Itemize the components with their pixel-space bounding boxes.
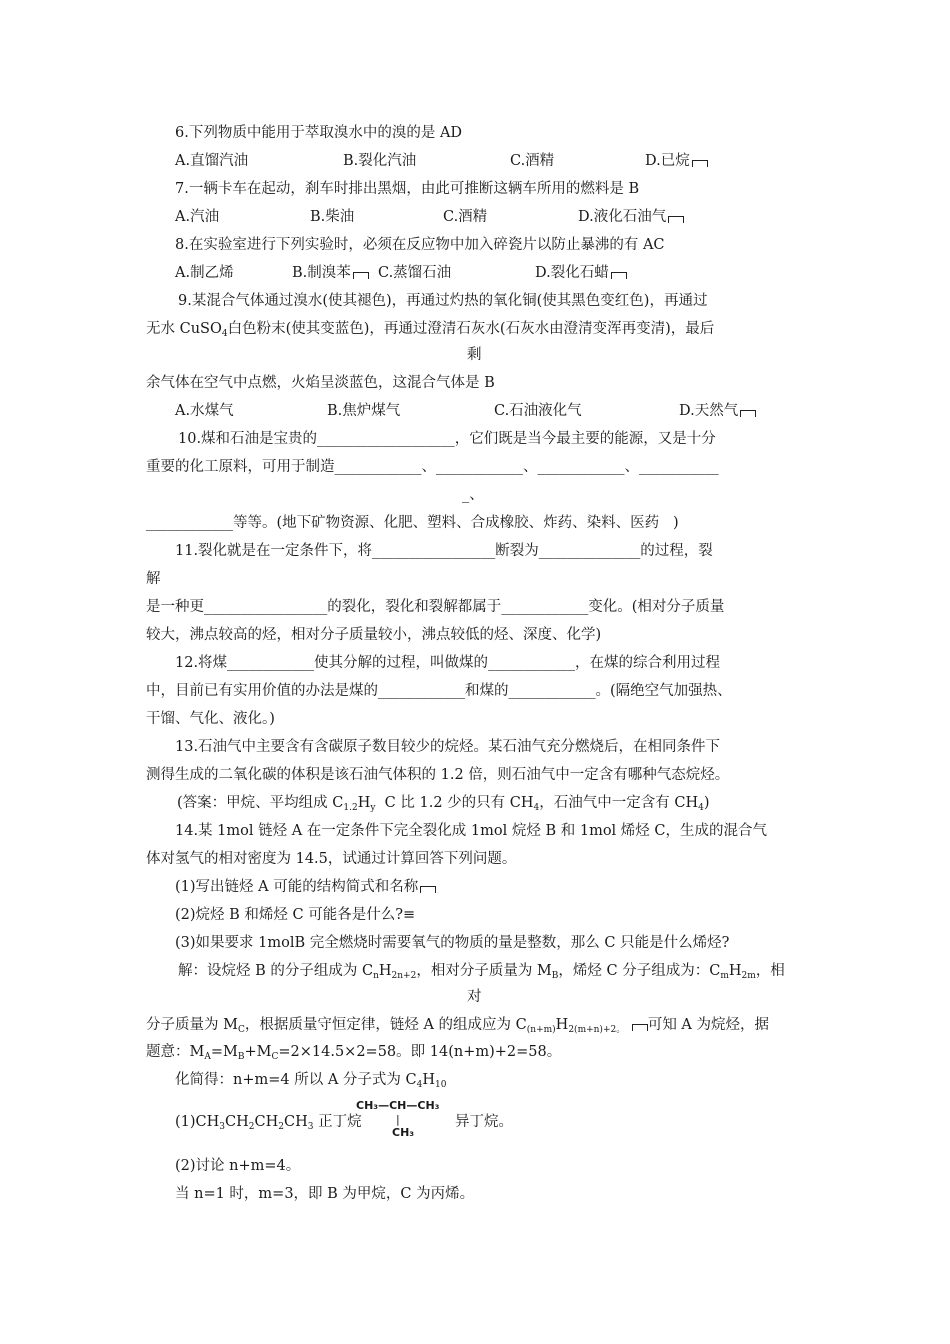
q8-option-b: B.制溴苯 [292,264,369,282]
q9-line-2: 无水 CuSO$_4$白色粉末(使其变蓝色)，再通过澄清石灰水(石灰水由澄清变浑再变清)，最后 [146,321,715,339]
isobutane-structure [356,1095,456,1143]
tick-mark-icon [740,410,756,417]
tick-mark-icon [420,886,436,893]
q12-line-2: 中，目前已有实用价值的办法是煤的____________和煤的____________。(隔绝空气加强热、 [146,683,732,699]
q7-stem: 7.一辆卡车在起动，刹车时排出黑烟，由此可推断这辆车所用的燃料是 B [175,181,640,197]
q7-option-b: B.柴油 [310,209,355,225]
q10-line-2: 重要的化工原料，可用于制造____________、____________、____________、___________ [146,459,719,475]
q9-option-b: B.焦炉煤气 [327,403,401,419]
q12-line-3: 干馏、气化、液化。) [146,711,275,727]
tick-mark-icon [632,1024,648,1031]
q6-option-a: A.直馏汽油 [175,153,249,169]
q14-line-1: 14.某 1mol 链烃 A 在一定条件下完全裂化成 1mol 烷烃 B 和 1mol 烯烃 C，生成的混合气 [175,823,768,839]
isobutane-main-chain: CH₃—CH—CH₃ [356,1099,440,1112]
q8-option-d: D.裂化石蜡 [535,264,627,282]
isobutane-branch: CH₃ [392,1126,415,1139]
q14-part-2: (2)烷烃 B 和烯烃 C 可能各是什么?≡ [175,907,416,923]
q6-stem: 6.下列物质中能用于萃取溴水中的溴的是 AD [175,125,463,141]
q7-option-c: C.酒精 [443,209,488,225]
q10-line-4: ____________等等。(地下矿物资源、化肥、塑料、合成橡胶、炸药、染料、医药 ) [146,515,679,531]
q8-option-a: A.制乙烯 [175,265,234,281]
q7-option-a: A.汽油 [175,209,220,225]
q9-line-1: 9.某混合气体通过溴水(使其褪色)，再通过灼热的氧化铜(使其黑色变红色)，再通过 [178,293,708,309]
tick-mark-icon [668,216,684,223]
q14-solution-line-8: 当 n=1 时，m=3，即 B 为甲烷，C 为丙烯。 [175,1186,475,1202]
tick-mark-icon [353,272,369,279]
q10-line-1: 10.煤和石油是宝贵的___________________，它们既是当今最主要的能源，又是十分 [178,431,716,447]
q8-stem: 8.在实验室进行下列实验时，必须在反应物中加入碎瓷片以防止暴沸的有 AC [175,237,665,253]
q13-answer: (答案：甲烷、平均组成 $C_{1.2}H_y$ C 比 1.2 少的只有 $CH_4$，石油气中一定含有 $CH_4$) [177,795,710,813]
q9-option-a: A.水煤气 [175,403,234,419]
q6-option-d: D.已烷 [645,152,708,170]
q14-solution-line-3: 分子质量为 $M_C$，根据质量守恒定律，链烃 A 的组成应为 $C_{(n+m)}H_{2(m+n)+2。}$ 可知 A 为烷烃，据 [146,1017,770,1035]
q14-solution-line-4: 题意：$M_A=M_B+M_C=2\times 14.5\times 2=58$。即 14(n+m)+2=58。 [146,1044,562,1062]
q14-solution-line-6: $(1)CH_3CH_2CH_2CH_3$ 正丁烷 [175,1114,362,1132]
q7-option-d: D.液化石油气 [578,208,684,226]
q14-solution-line-7: (2)讨论 n+m=4。 [175,1158,301,1174]
q6-option-b: B.裂化汽油 [343,153,417,169]
q14-solution-line-2: 对 [467,989,482,1005]
q9-line-3: 剩 [467,347,482,363]
tick-mark-icon [692,160,708,167]
q9-option-c: C.石油液化气 [494,403,582,419]
q11-line-3: 是一种更_________________的裂化，裂化和裂解都属于____________变化。(相对分子质量 [146,599,725,615]
q13-line-1: 13.石油气中主要含有含碳原子数目较少的烷烃。某石油气充分燃烧后，在相同条件下 [175,739,721,755]
q11-line-4: 较大，沸点较高的烃，相对分子质量较小，沸点较低的烃、深度、化学) [146,627,602,643]
tick-mark-icon [611,272,627,279]
q14-part-3: (3)如果要求 1molB 完全燃烧时需要氧气的物质的量是整数，那么 C 只能是什么烯烃? [175,935,730,951]
q14-solution-line-1: 解：设烷烃 B 的分子组成为 $C_nH_{2n+2}$，相对分子质量为 $M_B$，烯烃 C 分子组成为：$C_mH_{2m}$，相 [178,963,785,981]
q14-solution-line-5: 化简得：n+m=4 所以 A 分子式为 $C_4H_{10}$ [175,1072,447,1090]
q8-option-c: C.蒸馏石油 [378,265,452,281]
q9-option-d: D.天然气 [679,402,756,420]
q14-part-1: (1)写出链烃 A 可能的结构简式和名称 [175,878,436,896]
q14-line-2: 体对氢气的相对密度为 14.5，试通过计算回答下列问题。 [146,851,517,867]
q9-line-4: 余气体在空气中点燃，火焰呈淡蓝色，这混合气体是 B [146,375,495,391]
q12-line-1: 12.将煤____________使其分解的过程，叫做煤的____________，在煤的综合利用过程 [175,655,721,671]
q6-option-c: C.酒精 [510,153,555,169]
q11-line-1: 11.裂化就是在一定条件下，将_________________断裂为______________的过程，裂 [175,543,713,559]
isobutane-bond: | [396,1113,400,1126]
q14-isobutane-label: 异丁烷。 [455,1114,513,1130]
q11-line-2: 解 [146,571,161,587]
q13-line-2: 测得生成的二氧化碳的体积是该石油气体积的 1.2 倍，则石油气中一定含有哪种气态烷烃。 [146,767,730,783]
q10-line-3: _、 [462,487,484,503]
